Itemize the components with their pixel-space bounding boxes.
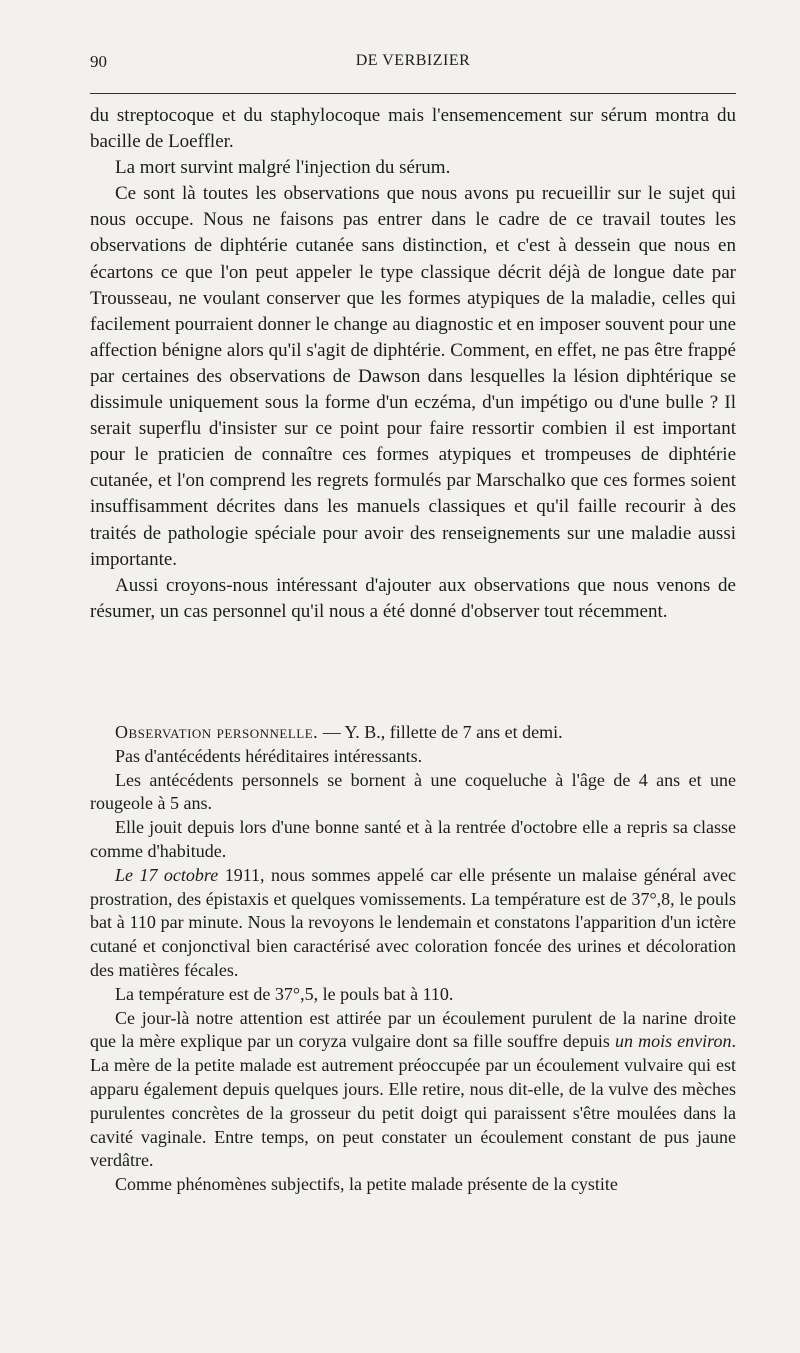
- paragraph: Les antécédents personnels se bornent à une coqueluche à l'âge de 4 ans et une rougeole à 5 ans.: [90, 769, 736, 814]
- header-rule: [90, 93, 736, 94]
- paragraph: La température est de 37°,5, le pouls bat à 110.: [115, 983, 454, 1004]
- paragraph: Aussi croyons-nous intéressant d'ajouter aux observations que nous venons de résumer, un cas personnel qu'il nous a été donné d'observer tout récemment.: [90, 574, 736, 622]
- paragraph-text: . La mère de la petite malade est autrement préoccupée par un écoulement vulvaire qui est apparu également depuis quelques jours. Elle retire, nous dit-elle, de la vulve des mèches purulentes concrètes de la grosseur du petit doigt qui paraissent s'être moulées dans la cavité vaginale. Entre temps, on peut constater un écoulement constant de pus jaune verdâtre.: [90, 1031, 736, 1171]
- main-text: [90, 103, 736, 625]
- paragraph: La mort survint malgré l'injection du sérum.: [115, 157, 451, 179]
- paragraph: [90, 1007, 736, 1174]
- paragraph-text: Ce jour-là notre attention est attirée par un écoulement purulent de la narine droite que la mère explique par un coryza vulgaire dont sa fille souffre depuis: [90, 1007, 736, 1052]
- italic-phrase: un mois environ: [614, 1031, 732, 1052]
- paragraph: Ce sont là toutes les observations que nous avons pu recueillir sur le sujet qui nous occupe. Nous ne faisons pas entrer dans le cadre de ce travail toutes les observations de diphtérie cutanée sans distinction, et c'est à dessein que nous en écartons ce que l'on peut appeler le type classique décrit déjà de longue date par Trousseau, ne voulant conserver que les formes atypiques de la maladie, celles qui facilement pourraient donner le change au diagnostic et en imposer souvent pour une affection bénigne alors qu'il s'agit de diphtérie. Comment, en effet, ne pas être frappé par certaines des observations de Dawson dans lesquelles la lésion diphtérique se dissimule uniquement sous la forme d'un eczéma, d'un impétigo ou d'une bulle ? Il serait superflu d'insister sur ce point pour faire ressortir combien il est important pour le praticien de connaître ces formes atypiques et trompeuses de diphtérie cutanée, et l'on comprend les regrets formulés par Marschalko que ces formes soient insuffisamment décrites dans les manuels classiques et qu'il faille recourir à des traités de pathologie spéciale pour avoir des renseignements sur une maladie aussi importante.: [90, 183, 736, 570]
- running-head: DE VERBIZIER: [355, 52, 471, 69]
- observation-subject: — Y. B., fillette de 7 ans et demi.: [318, 722, 563, 742]
- paragraph: Pas d'antécédents héréditaires intéressants.: [115, 745, 423, 766]
- paragraph: du streptocoque et du staphylocoque mais l'ensemencement sur sérum montra du bacille de Loeffler.: [90, 105, 736, 153]
- date-italic: Le 17 octobre: [115, 864, 219, 885]
- observation-heading-line: [90, 721, 736, 745]
- paragraph: [90, 864, 736, 983]
- page-header: [90, 52, 736, 82]
- paragraph-text: 1911, nous sommes appelé car elle présente un malaise général avec prostration, des épistaxis et quelques vomissements. La température est de 37°,8, le pouls bat à 110 par minute. Nous la revoyons le lendemain et constatons l'apparition d'un ictère cutané et conjonctival bien caractérisé avec coloration foncée des urines et décoloration des matières fécales.: [90, 864, 736, 980]
- paragraph: Comme phénomènes subjectifs, la petite malade présente de la cystite: [115, 1174, 618, 1195]
- observation-heading: Observation personnelle.: [115, 722, 319, 742]
- observation-section: [90, 721, 736, 1197]
- page-number: 90: [90, 52, 107, 71]
- paragraph: Elle jouit depuis lors d'une bonne santé et à la rentrée d'octobre elle a repris sa classe comme d'habitude.: [90, 817, 736, 861]
